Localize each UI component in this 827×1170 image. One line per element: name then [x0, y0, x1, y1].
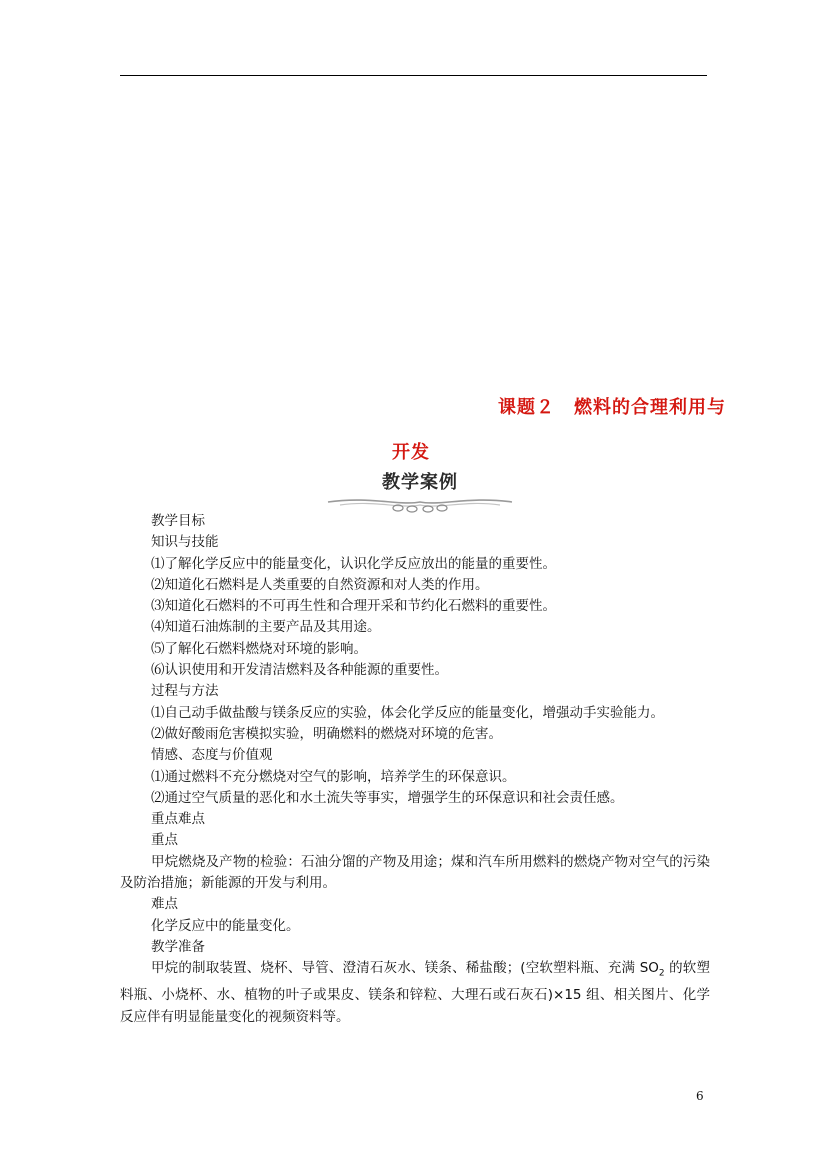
prep-heading: 教学准备 — [151, 938, 205, 955]
prep-text-part-1: 甲烷的制取装置、烧杯、导管、澄清石灰水、镁条、稀盐酸；(空软塑料瓶、充满 SO — [151, 960, 659, 977]
key-text: 甲烷燃烧及产物的检验：石油分馏的产物及用途；煤和汽车所用燃料的燃烧产物对空气的污染及防治措施；新能源的开发与利用。 — [120, 853, 710, 892]
prep-subscript: 2 — [658, 968, 665, 979]
banner-label: 教学案例 — [382, 472, 458, 493]
process-item: ⑴自己动手做盐酸与镁条反应的实验，体会化学反应的能量变化，增强动手实验能力。 — [151, 704, 664, 721]
prep-text — [120, 958, 710, 1028]
keypoints-heading: 重点难点 — [151, 811, 205, 828]
difficulty-text: 化学反应中的能量变化。 — [151, 917, 300, 934]
emotion-item: ⑴通过燃料不充分燃烧对空气的影响，培养学生的环保意识。 — [151, 768, 516, 785]
prep-text-part-2: 的软塑料瓶、小烧杯、水、植物的叶子或果皮、镁条和锌粒、大理石或石灰石)×15 组、相关图片、化学反应伴有明显能量变化的视频资料等。 — [120, 960, 710, 1025]
lesson-body — [120, 511, 710, 1028]
goals-heading: 教学目标 — [151, 513, 205, 529]
key-heading: 重点 — [151, 832, 178, 849]
knowledge-item: ⑹认识使用和开发清洁燃料及各种能源的重要性。 — [151, 662, 448, 679]
knowledge-item: ⑴了解化学反应中的能量变化，认识化学反应放出的能量的重要性。 — [151, 555, 556, 572]
emotion-item: ⑵通过空气质量的恶化和水土流失等事实，增强学生的环保意识和社会责任感。 — [151, 789, 624, 806]
page-number: 6 — [696, 1089, 704, 1103]
teaching-case-banner — [320, 466, 520, 514]
process-heading: 过程与方法 — [151, 683, 219, 700]
knowledge-heading: 知识与技能 — [151, 534, 219, 551]
process-item: ⑵做好酸雨危害模拟实验，明确燃料的燃烧对环境的危害。 — [151, 725, 502, 742]
knowledge-item: ⑵知道化石燃料是人类重要的自然资源和对人类的作用。 — [151, 576, 489, 593]
header-rule — [120, 75, 707, 76]
knowledge-item: ⑸了解化石燃料燃烧对环境的影响。 — [151, 640, 367, 657]
difficulty-heading: 难点 — [151, 896, 178, 913]
knowledge-item: ⑶知道化石燃料的不可再生性和合理开采和节约化石燃料的重要性。 — [151, 598, 556, 615]
knowledge-item: ⑷知道石油炼制的主要产品及其用途。 — [151, 619, 381, 636]
emotion-heading: 情感、态度与价值观 — [151, 747, 273, 764]
lesson-title-line-1: 课题２ 燃料的合理利用与 — [498, 397, 726, 418]
lesson-title-line-2: 开发 — [392, 442, 430, 463]
